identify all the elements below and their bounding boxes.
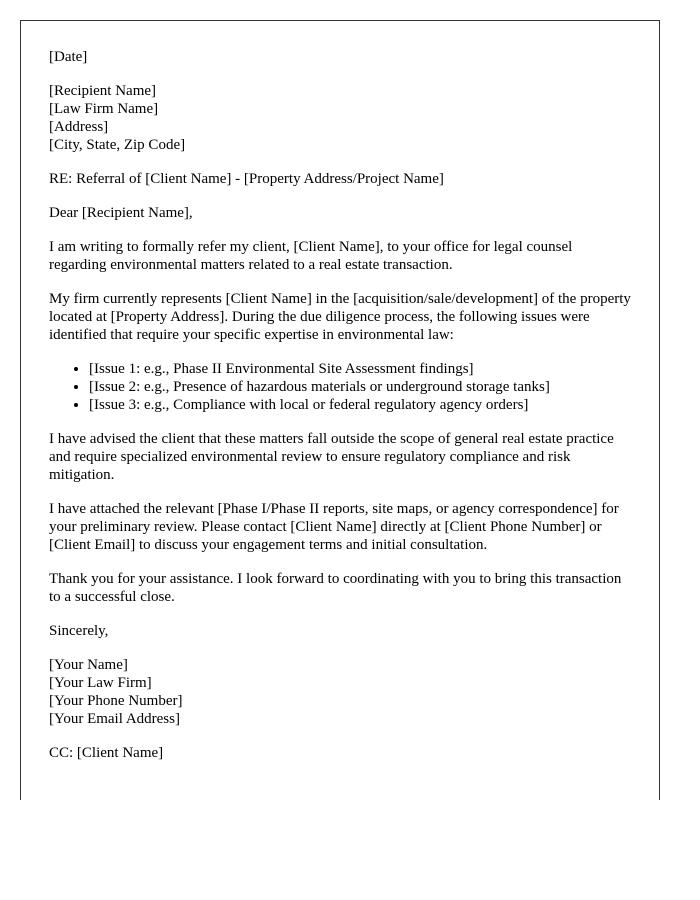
closing: Sincerely, xyxy=(49,623,109,639)
your-phone: [Your Phone Number] xyxy=(49,693,183,709)
your-name: [Your Name] xyxy=(49,657,128,673)
recipient-block xyxy=(49,82,631,154)
subject-line: RE: Referral of [Client Name] - [Property Address/Project Name] xyxy=(49,171,444,187)
thanks-paragraph: Thank you for your assistance. I look forward to coordinating with you to bring this transaction to a successful close. xyxy=(49,571,622,605)
intro-paragraph: I am writing to formally refer my client, [Client Name], to your office for legal counsel regarding environmental matters related to a real estate transaction. xyxy=(49,239,573,273)
issue-item: • [Issue 1: e.g., Phase II Environmental Site Assessment findings] xyxy=(89,360,631,378)
address: [Address] xyxy=(49,119,109,135)
date: [Date] xyxy=(49,49,88,65)
issues-intro-paragraph: My firm currently represents [Client Name] in the [acquisition/sale/development] of the property located at [Property Address]. During the due diligence process, the following issues were identified that require your specific expertise in environmental law: xyxy=(49,291,631,343)
cc-line: CC: [Client Name] xyxy=(49,745,164,761)
your-law-firm: [Your Law Firm] xyxy=(49,675,152,691)
law-firm-name: [Law Firm Name] xyxy=(49,101,159,117)
letter-page xyxy=(20,20,660,800)
your-email: [Your Email Address] xyxy=(49,711,180,727)
advice-paragraph: I have advised the client that these matters fall outside the scope of general real estate practice and require specialized environmental review to ensure regulatory compliance and risk mitigation. xyxy=(49,431,614,483)
attachments-paragraph: I have attached the relevant [Phase I/Phase II reports, site maps, or agency correspondence] for your preliminary review. Please contact [Client Name] directly at [Client Phone Number] or [Client Email] to discuss your engagement terms and initial consultation. xyxy=(49,501,619,553)
issue-item: • [Issue 2: e.g., Presence of hazardous materials or underground storage tanks] xyxy=(89,378,631,396)
issues-list xyxy=(49,360,631,414)
recipient-name: [Recipient Name] xyxy=(49,83,157,99)
issue-item: • [Issue 3: e.g., Compliance with local or federal regulatory agency orders] xyxy=(89,396,631,414)
signature-block xyxy=(49,656,631,728)
city-state-zip: [City, State, Zip Code] xyxy=(49,137,186,153)
salutation: Dear [Recipient Name], xyxy=(49,205,193,221)
